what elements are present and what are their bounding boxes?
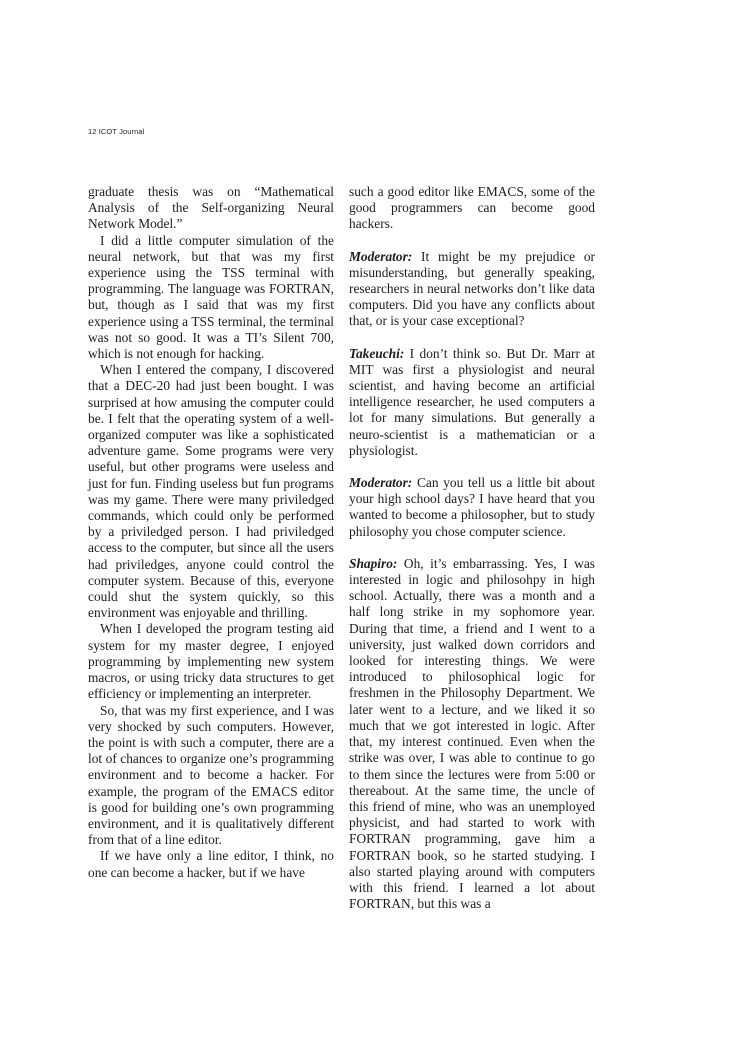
paragraph: When I entered the company, I discovered that a DEC-20 had just been bought. I was surprised at how amusing the computer could be. I felt that the operating system of a well-organized computer was like a sophisticated adventure game. Some programs were very useful, but other programs were useless and just for fun. Finding useless but fun programs was my game. There were many priviledged commands, which could only be performed by a priviledged person. I had priviledged access to the computer, but since all the users had priviledges, anyone could control the computer system. Because of this, everyone could shut the system quickly, so this environment was enjoyable and thrilling. <box>88 362 334 621</box>
paragraph: If we have only a line editor, I think, no one can become a hacker, but if we have <box>88 848 334 880</box>
interview-turn <box>349 556 595 912</box>
interview-turn <box>349 346 595 459</box>
paragraph: graduate thesis was on “Mathematical Analysis of the Self-organizing Neural Network Model.” <box>88 184 334 232</box>
speaker-label: Takeuchi: <box>349 345 405 361</box>
paragraph: So, that was my first experience, and I was very shocked by such computers. However, the point is with such a computer, there are a lot of chances to organize one’s programming environment and to become a hacker. For example, the program of the EMACS editor is good for building one’s own programming environment, and it is qualitatively different from that of a line editor. <box>88 702 334 848</box>
turn-text: Can you tell us a little bit about your high school days? I have heard that you wanted to become a philosopher, but to study philosophy you chose computer science. <box>349 475 595 539</box>
paragraph: I did a little computer simulation of the neural network, but that was my first experience using the TSS terminal with programming. The language was FORTRAN, but, though as I said that was my first experience using a TSS terminal, the terminal was not so good. It was a TI’s Silent 700, which is not enough for hacking. <box>88 232 334 362</box>
paragraph: such a good editor like EMACS, some of the good programmers can become good hackers. <box>349 184 595 232</box>
paragraph: When I developed the program testing aid system for my master degree, I enjoyed programming by implementing new system macros, or using tricky data structures to get efficiency or implementing an interpreter. <box>88 621 334 702</box>
left-column <box>88 184 334 881</box>
running-head: 12 ICOT Journal <box>88 127 145 136</box>
speaker-label: Moderator: <box>349 475 413 491</box>
speaker-label: Shapiro: <box>349 555 398 571</box>
right-column <box>349 184 595 912</box>
turn-text: I don’t think so. But Dr. Marr at MIT was first a physiologist and neural scientist, and having become an artificial intelligence researcher, he used computers a lot for many simulations. But generally a neuro-scientist is a mathematician or a physiologist. <box>349 345 595 458</box>
turn-text: Oh, it’s embarrassing. Yes, I was interested in logic and philosohpy in high school. Actually, there was a month and a half long strike in my sophomore year. During that time, a friend and I went to a university, just walked down corridors and looked for interesting things. We were introduced to philosophical logic for freshmen in the Philosophy Department. We later went to a lecture, and we liked it so much that we got interested in logic. After that, my interest continued. Even when the strike was over, I was able to continue to go to them since the lectures were from 5:00 or thereabout. At the same time, the uncle of this friend of mine, who was an unemployed physicist, and had started to work with FORTRAN programming, gave him a FORTRAN book, so he started studying. I also started playing around with computers with this friend. I learned a lot about FORTRAN, but this was a <box>349 555 595 912</box>
speaker-label: Moderator: <box>349 248 413 264</box>
turn-text: It might be my prejudice or misunderstanding, but generally speaking, researchers in neural networks don’t like data computers. Did you have any conflicts about that, or is your case exceptional? <box>349 248 595 329</box>
interview-turn <box>349 475 595 540</box>
interview-turn <box>349 249 595 330</box>
